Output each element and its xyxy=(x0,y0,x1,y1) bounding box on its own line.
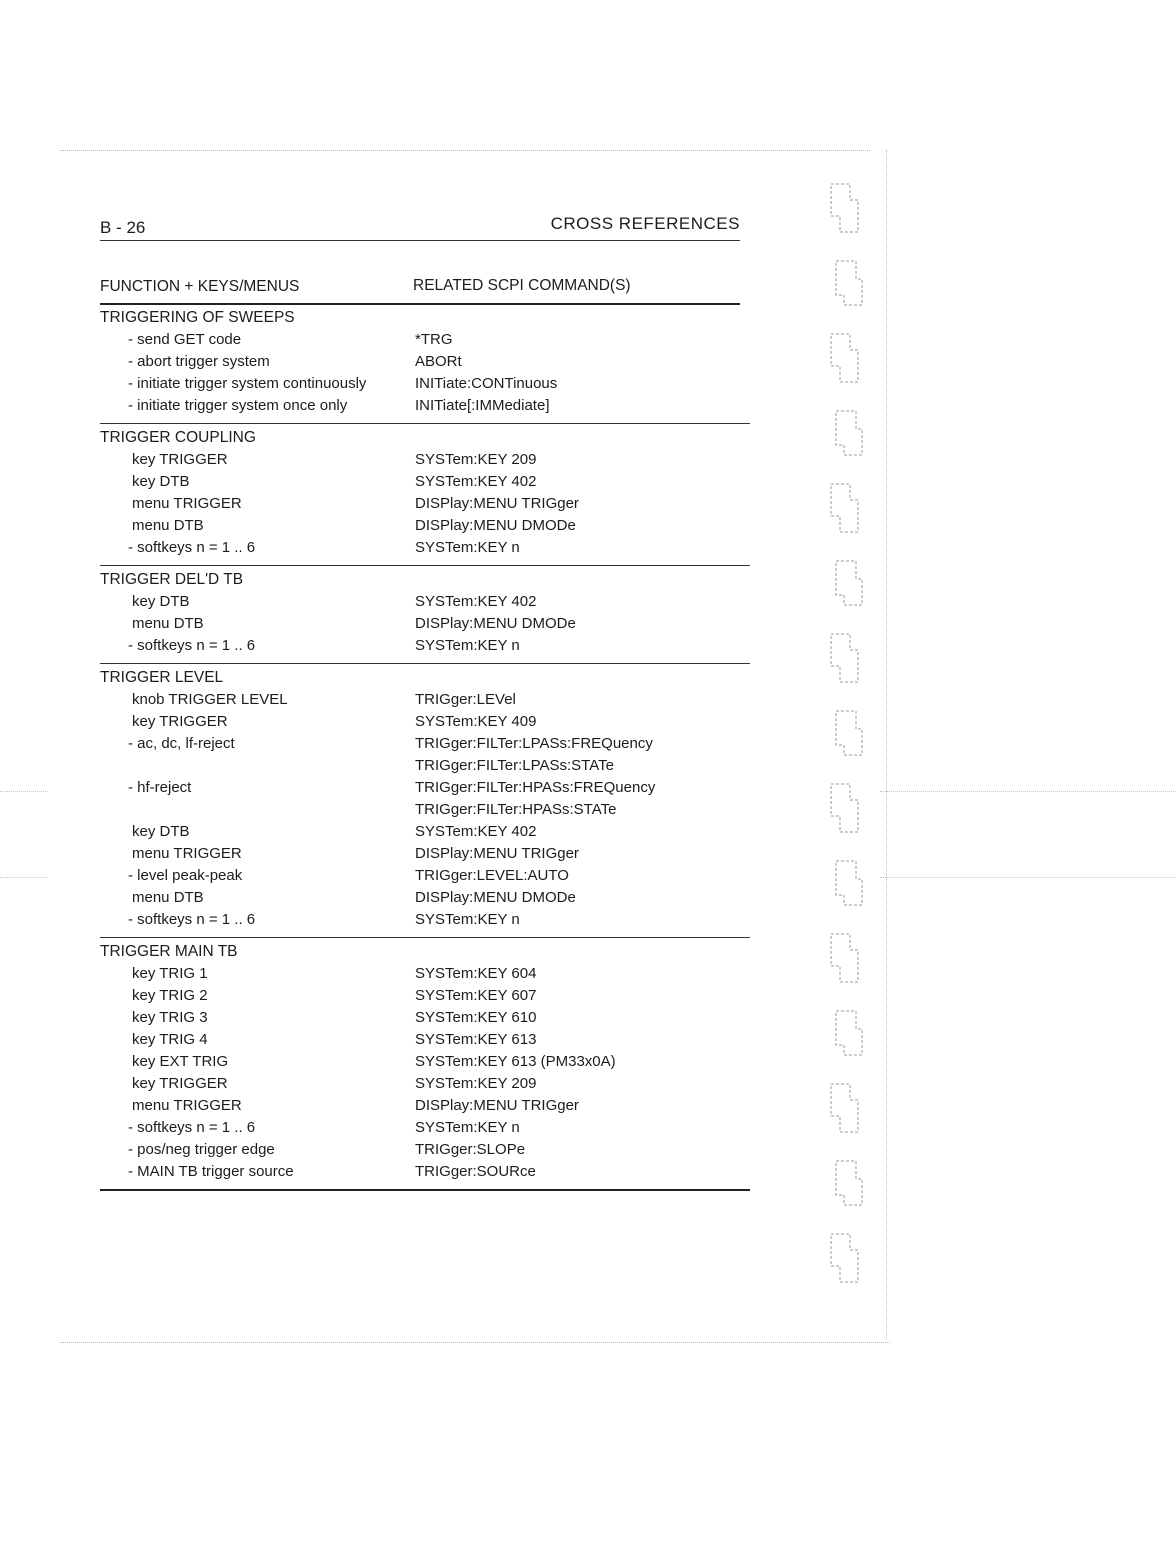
table-row xyxy=(100,613,750,635)
table-row xyxy=(100,733,750,755)
section-title: TRIGGER DEL'D TB xyxy=(100,571,244,588)
table-row xyxy=(100,777,750,799)
scan-mark xyxy=(880,877,1176,878)
table-section xyxy=(100,304,750,424)
scpi-command-cell: SYSTem:KEY 604 xyxy=(415,965,537,982)
scpi-command-cell: SYSTem:KEY 402 xyxy=(415,593,537,610)
index-tab-outline-icon xyxy=(828,1230,868,1290)
table-row xyxy=(100,1029,750,1051)
function-cell: key TRIGGER xyxy=(132,451,228,468)
page-header xyxy=(100,214,740,241)
scpi-command-cell: SYSTem:KEY 607 xyxy=(415,987,537,1004)
running-head: CROSS REFERENCES xyxy=(550,214,740,233)
column-header-function: FUNCTION + KEYS/MENUS xyxy=(100,278,300,295)
table-section xyxy=(100,664,750,938)
table-row xyxy=(100,963,750,985)
scpi-command-cell: DISPlay:MENU TRIGger xyxy=(415,845,579,862)
table-row xyxy=(100,329,750,351)
scpi-command-cell: SYSTem:KEY 209 xyxy=(415,451,537,468)
table-row xyxy=(100,1007,750,1029)
table-row xyxy=(100,1139,750,1161)
scpi-command-cell: SYSTem:KEY n xyxy=(415,1119,520,1136)
index-tab-outline-icon xyxy=(830,1005,870,1065)
function-cell: key TRIGGER xyxy=(132,1075,228,1092)
column-header-command: RELATED SCPI COMMAND(S) xyxy=(413,277,631,294)
function-cell: - MAIN TB trigger source xyxy=(128,1163,294,1180)
table-row xyxy=(100,1073,750,1095)
table-row xyxy=(100,635,750,657)
scpi-command-cell: SYSTem:KEY n xyxy=(415,637,520,654)
table-row xyxy=(100,1117,750,1139)
function-cell: key DTB xyxy=(132,473,190,490)
table-row xyxy=(100,1161,750,1183)
section-title-row xyxy=(100,569,750,591)
scan-mark xyxy=(880,791,1176,792)
function-cell: key DTB xyxy=(132,823,190,840)
section-title-row xyxy=(100,427,750,449)
scpi-command-cell: TRIGger:SLOPe xyxy=(415,1141,526,1158)
function-cell: - send GET code xyxy=(128,331,242,348)
table-row xyxy=(100,449,750,471)
function-cell: - softkeys n = 1 .. 6 xyxy=(128,1119,256,1136)
table-row xyxy=(100,843,750,865)
table-row xyxy=(100,755,750,777)
index-tab-outline-icon xyxy=(828,780,868,840)
function-cell: - pos/neg trigger edge xyxy=(128,1141,275,1158)
scpi-command-cell: DISPlay:MENU TRIGger xyxy=(415,1097,579,1114)
scan-mark xyxy=(0,791,48,792)
function-cell: - initiate trigger system continuously xyxy=(128,375,367,392)
page-number: B - 26 xyxy=(100,218,146,237)
function-cell: knob TRIGGER LEVEL xyxy=(132,691,288,708)
scpi-command-cell: INITiate[:IMMediate] xyxy=(415,397,550,414)
scpi-command-cell: SYSTem:KEY 613 (PM33x0A) xyxy=(415,1053,616,1070)
scpi-command-cell: TRIGger:LEVel xyxy=(415,691,516,708)
scpi-command-cell: DISPlay:MENU TRIGger xyxy=(415,495,579,512)
scpi-command-cell: DISPlay:MENU DMODe xyxy=(415,615,576,632)
section-title-row xyxy=(100,941,750,963)
scpi-command-cell: TRIGger:SOURce xyxy=(415,1163,536,1180)
table-column-headers xyxy=(100,276,740,305)
section-title-row xyxy=(100,307,750,329)
scpi-command-cell: SYSTem:KEY 209 xyxy=(415,1075,537,1092)
scpi-command-cell: SYSTem:KEY 402 xyxy=(415,473,537,490)
table-row xyxy=(100,887,750,909)
section-title: TRIGGER MAIN TB xyxy=(100,943,238,960)
function-cell: menu DTB xyxy=(132,889,204,906)
function-cell: key TRIG 3 xyxy=(132,1009,208,1026)
function-cell: - level peak-peak xyxy=(128,867,243,884)
scpi-command-cell: SYSTem:KEY 402 xyxy=(415,823,537,840)
scpi-command-cell: SYSTem:KEY n xyxy=(415,911,520,928)
function-cell: menu TRIGGER xyxy=(132,1097,242,1114)
section-title-row xyxy=(100,667,750,689)
index-tab-outline-icon xyxy=(828,480,868,540)
function-cell: key TRIG 4 xyxy=(132,1031,208,1048)
index-tab-outline-icon xyxy=(830,1155,870,1215)
table-row xyxy=(100,1051,750,1073)
scan-border-top xyxy=(60,150,870,151)
scpi-command-cell: SYSTem:KEY n xyxy=(415,539,520,556)
table-row xyxy=(100,493,750,515)
table-row xyxy=(100,689,750,711)
function-cell: key TRIGGER xyxy=(132,713,228,730)
function-cell: key EXT TRIG xyxy=(132,1053,229,1070)
function-cell: key TRIG 2 xyxy=(132,987,208,1004)
function-cell xyxy=(100,755,415,777)
index-tab-outline-icon xyxy=(828,630,868,690)
table-section xyxy=(100,424,750,566)
cross-reference-table xyxy=(100,304,750,1191)
scan-border-right xyxy=(886,150,887,1340)
function-cell: key DTB xyxy=(132,593,190,610)
scpi-command-cell: TRIGger:FILTer:LPASs:FREQuency xyxy=(415,735,653,752)
section-title: TRIGGER COUPLING xyxy=(100,429,256,446)
function-cell: - initiate trigger system once only xyxy=(128,397,348,414)
function-cell: menu DTB xyxy=(132,615,204,632)
table-row xyxy=(100,395,750,417)
scpi-command-cell: TRIGger:FILTer:HPASs:FREQuency xyxy=(415,779,656,796)
table-row xyxy=(100,471,750,493)
section-title: TRIGGER LEVEL xyxy=(100,669,224,686)
function-cell: key TRIG 1 xyxy=(132,965,208,982)
scpi-command-cell: *TRG xyxy=(415,331,453,348)
table-row xyxy=(100,985,750,1007)
function-cell: - abort trigger system xyxy=(128,353,270,370)
table-row xyxy=(100,799,750,821)
table-row xyxy=(100,537,750,559)
index-tab-outline-icon xyxy=(830,705,870,765)
table-row xyxy=(100,821,750,843)
function-cell: menu TRIGGER xyxy=(132,845,242,862)
table-row xyxy=(100,1095,750,1117)
index-tab-outline-icon xyxy=(830,855,870,915)
index-tab-outline-icon xyxy=(828,1080,868,1140)
index-tab-outline-icon xyxy=(830,255,870,315)
function-cell xyxy=(100,799,415,821)
scpi-command-cell: SYSTem:KEY 610 xyxy=(415,1009,537,1026)
scpi-command-cell: TRIGger:LEVEL:AUTO xyxy=(415,867,569,884)
scpi-command-cell: TRIGger:FILTer:LPASs:STATe xyxy=(415,757,614,774)
table-section xyxy=(100,938,750,1191)
index-tab-outline-icon xyxy=(828,930,868,990)
function-cell: - softkeys n = 1 .. 6 xyxy=(128,539,256,556)
table-row xyxy=(100,515,750,537)
table-section xyxy=(100,566,750,664)
table-row xyxy=(100,373,750,395)
index-tab-outline-icon xyxy=(830,405,870,465)
index-tab-outline-icon xyxy=(828,180,868,240)
scpi-command-cell: ABORt xyxy=(415,353,462,370)
table-row xyxy=(100,909,750,931)
scpi-command-cell: SYSTem:KEY 613 xyxy=(415,1031,537,1048)
table-row xyxy=(100,591,750,613)
scpi-command-cell: SYSTem:KEY 409 xyxy=(415,713,537,730)
function-cell: - hf-reject xyxy=(128,779,192,796)
index-tab-outline-icon xyxy=(830,555,870,615)
section-title: TRIGGERING OF SWEEPS xyxy=(100,309,295,326)
function-cell: - softkeys n = 1 .. 6 xyxy=(128,637,256,654)
table-row xyxy=(100,865,750,887)
function-cell: menu TRIGGER xyxy=(132,495,242,512)
function-cell: - ac, dc, lf-reject xyxy=(128,735,235,752)
scpi-command-cell: INITiate:CONTinuous xyxy=(415,375,558,392)
scan-border-bottom xyxy=(60,1342,890,1343)
binder-index-tabs xyxy=(822,180,880,1310)
table-row xyxy=(100,351,750,373)
scan-mark xyxy=(0,877,48,878)
function-cell: - softkeys n = 1 .. 6 xyxy=(128,911,256,928)
function-cell: menu DTB xyxy=(132,517,204,534)
scpi-command-cell: DISPlay:MENU DMODe xyxy=(415,889,576,906)
table-row xyxy=(100,711,750,733)
index-tab-outline-icon xyxy=(828,330,868,390)
scpi-command-cell: DISPlay:MENU DMODe xyxy=(415,517,576,534)
scpi-command-cell: TRIGger:FILTer:HPASs:STATe xyxy=(415,801,617,818)
